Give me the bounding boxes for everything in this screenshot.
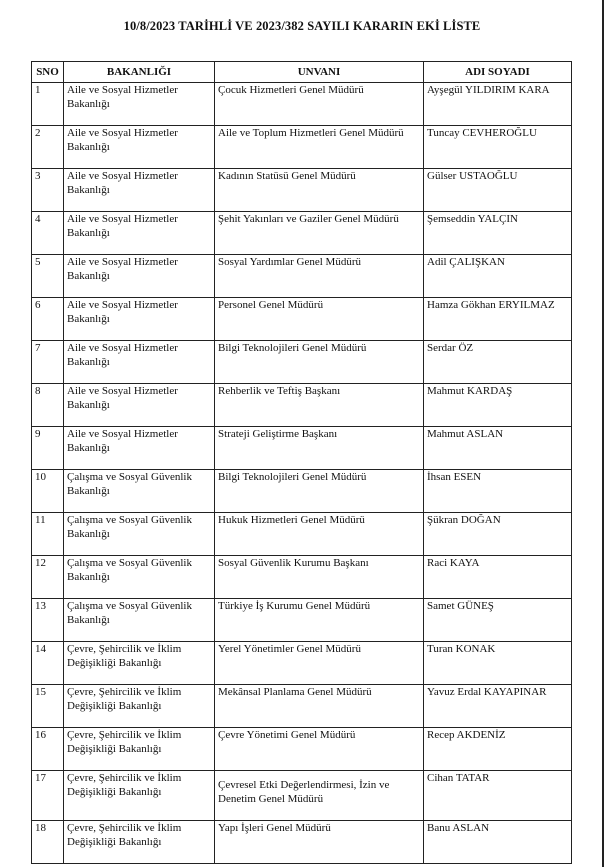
row-adi-soyadi: Hamza Gökhan ERYILMAZ [424,298,572,341]
row-unvani: Çevre Yönetimi Genel Müdürü [215,728,424,771]
row-sno: 12 [32,556,64,599]
row-sno: 4 [32,212,64,255]
table-row [32,83,572,126]
table-row [32,685,572,728]
row-bakanligi: Çalışma ve Sosyal Güvenlik Bakanlığı [64,470,215,513]
row-adi-soyadi: Banu ASLAN [424,821,572,864]
row-unvani: Bilgi Teknolojileri Genel Müdürü [215,341,424,384]
row-unvani: Yapı İşleri Genel Müdürü [215,821,424,864]
table-row [32,728,572,771]
row-bakanligi: Aile ve Sosyal Hizmetler Bakanlığı [64,427,215,470]
row-sno: 8 [32,384,64,427]
row-sno: 2 [32,126,64,169]
row-bakanligi: Çalışma ve Sosyal Güvenlik Bakanlığı [64,599,215,642]
row-adi-soyadi: Ayşegül YILDIRIM KARA [424,83,572,126]
row-unvani: Yerel Yönetimler Genel Müdürü [215,642,424,685]
row-unvani: Kadının Statüsü Genel Müdürü [215,169,424,212]
table-header-row [32,62,572,83]
row-sno: 5 [32,255,64,298]
table-row [32,771,572,821]
row-sno: 15 [32,685,64,728]
table-row [32,126,572,169]
row-unvani: Hukuk Hizmetleri Genel Müdürü [215,513,424,556]
row-bakanligi: Aile ve Sosyal Hizmetler Bakanlığı [64,255,215,298]
row-adi-soyadi: Mahmut ASLAN [424,427,572,470]
row-unvani: Türkiye İş Kurumu Genel Müdürü [215,599,424,642]
row-bakanligi: Aile ve Sosyal Hizmetler Bakanlığı [64,341,215,384]
table-row [32,513,572,556]
table-row [32,642,572,685]
column-header-sno: SNO [32,62,64,83]
row-adi-soyadi: Raci KAYA [424,556,572,599]
row-unvani: Çevresel Etki Değerlendirmesi, İzin ve Denetim Genel Müdürü [215,771,424,821]
row-unvani: Strateji Geliştirme Başkanı [215,427,424,470]
row-sno: 13 [32,599,64,642]
row-unvani: Rehberlik ve Teftiş Başkanı [215,384,424,427]
row-adi-soyadi: Yavuz Erdal KAYAPINAR [424,685,572,728]
row-adi-soyadi: Recep AKDENİZ [424,728,572,771]
row-bakanligi: Aile ve Sosyal Hizmetler Bakanlığı [64,212,215,255]
row-bakanligi: Çalışma ve Sosyal Güvenlik Bakanlığı [64,513,215,556]
row-sno: 9 [32,427,64,470]
row-adi-soyadi: Tuncay CEVHEROĞLU [424,126,572,169]
row-unvani: Personel Genel Müdürü [215,298,424,341]
table-row [32,341,572,384]
row-bakanligi: Aile ve Sosyal Hizmetler Bakanlığı [64,126,215,169]
row-bakanligi: Çalışma ve Sosyal Güvenlik Bakanlığı [64,556,215,599]
table-row [32,470,572,513]
row-sno: 10 [32,470,64,513]
table-row [32,556,572,599]
row-unvani: Bilgi Teknolojileri Genel Müdürü [215,470,424,513]
row-bakanligi: Çevre, Şehircilik ve İklim Değişikliği Bakanlığı [64,771,215,821]
row-unvani: Çocuk Hizmetleri Genel Müdürü [215,83,424,126]
table-row [32,212,572,255]
row-sno: 6 [32,298,64,341]
table-row [32,169,572,212]
row-adi-soyadi: Gülser USTAOĞLU [424,169,572,212]
row-unvani: Sosyal Yardımlar Genel Müdürü [215,255,424,298]
row-bakanligi: Çevre, Şehircilik ve İklim Değişikliği Bakanlığı [64,821,215,864]
table-row [32,255,572,298]
row-sno: 1 [32,83,64,126]
row-sno: 16 [32,728,64,771]
appointment-list-table [31,61,572,864]
table-row [32,599,572,642]
table-row [32,298,572,341]
row-adi-soyadi: Mahmut KARDAŞ [424,384,572,427]
row-bakanligi: Aile ve Sosyal Hizmetler Bakanlığı [64,169,215,212]
row-unvani: Mekânsal Planlama Genel Müdürü [215,685,424,728]
row-adi-soyadi: İhsan ESEN [424,470,572,513]
row-sno: 18 [32,821,64,864]
row-bakanligi: Çevre, Şehircilik ve İklim Değişikliği Bakanlığı [64,642,215,685]
row-sno: 7 [32,341,64,384]
column-header-bakanligi: BAKANLIĞI [64,62,215,83]
row-bakanligi: Aile ve Sosyal Hizmetler Bakanlığı [64,384,215,427]
row-bakanligi: Aile ve Sosyal Hizmetler Bakanlığı [64,298,215,341]
table-row [32,427,572,470]
row-adi-soyadi: Turan KONAK [424,642,572,685]
row-unvani: Aile ve Toplum Hizmetleri Genel Müdürü [215,126,424,169]
row-unvani: Şehit Yakınları ve Gaziler Genel Müdürü [215,212,424,255]
row-bakanligi: Çevre, Şehircilik ve İklim Değişikliği Bakanlığı [64,728,215,771]
column-header-unvani: UNVANI [215,62,424,83]
column-header-adi-soyadi: ADI SOYADI [424,62,572,83]
row-sno: 17 [32,771,64,821]
table-row [32,821,572,864]
row-adi-soyadi: Samet GÜNEŞ [424,599,572,642]
row-bakanligi: Çevre, Şehircilik ve İklim Değişikliği Bakanlığı [64,685,215,728]
row-sno: 14 [32,642,64,685]
row-adi-soyadi: Serdar ÖZ [424,341,572,384]
table-row [32,384,572,427]
row-sno: 3 [32,169,64,212]
document-title: 10/8/2023 TARİHLİ VE 2023/382 SAYILI KARARIN EKİ LİSTE [123,19,481,33]
row-bakanligi: Aile ve Sosyal Hizmetler Bakanlığı [64,83,215,126]
row-adi-soyadi: Şemseddin YALÇIN [424,212,572,255]
row-adi-soyadi: Şükran DOĞAN [424,513,572,556]
row-unvani: Sosyal Güvenlik Kurumu Başkanı [215,556,424,599]
row-sno: 11 [32,513,64,556]
row-adi-soyadi: Cihan TATAR [424,771,572,821]
row-adi-soyadi: Adil ÇALIŞKAN [424,255,572,298]
